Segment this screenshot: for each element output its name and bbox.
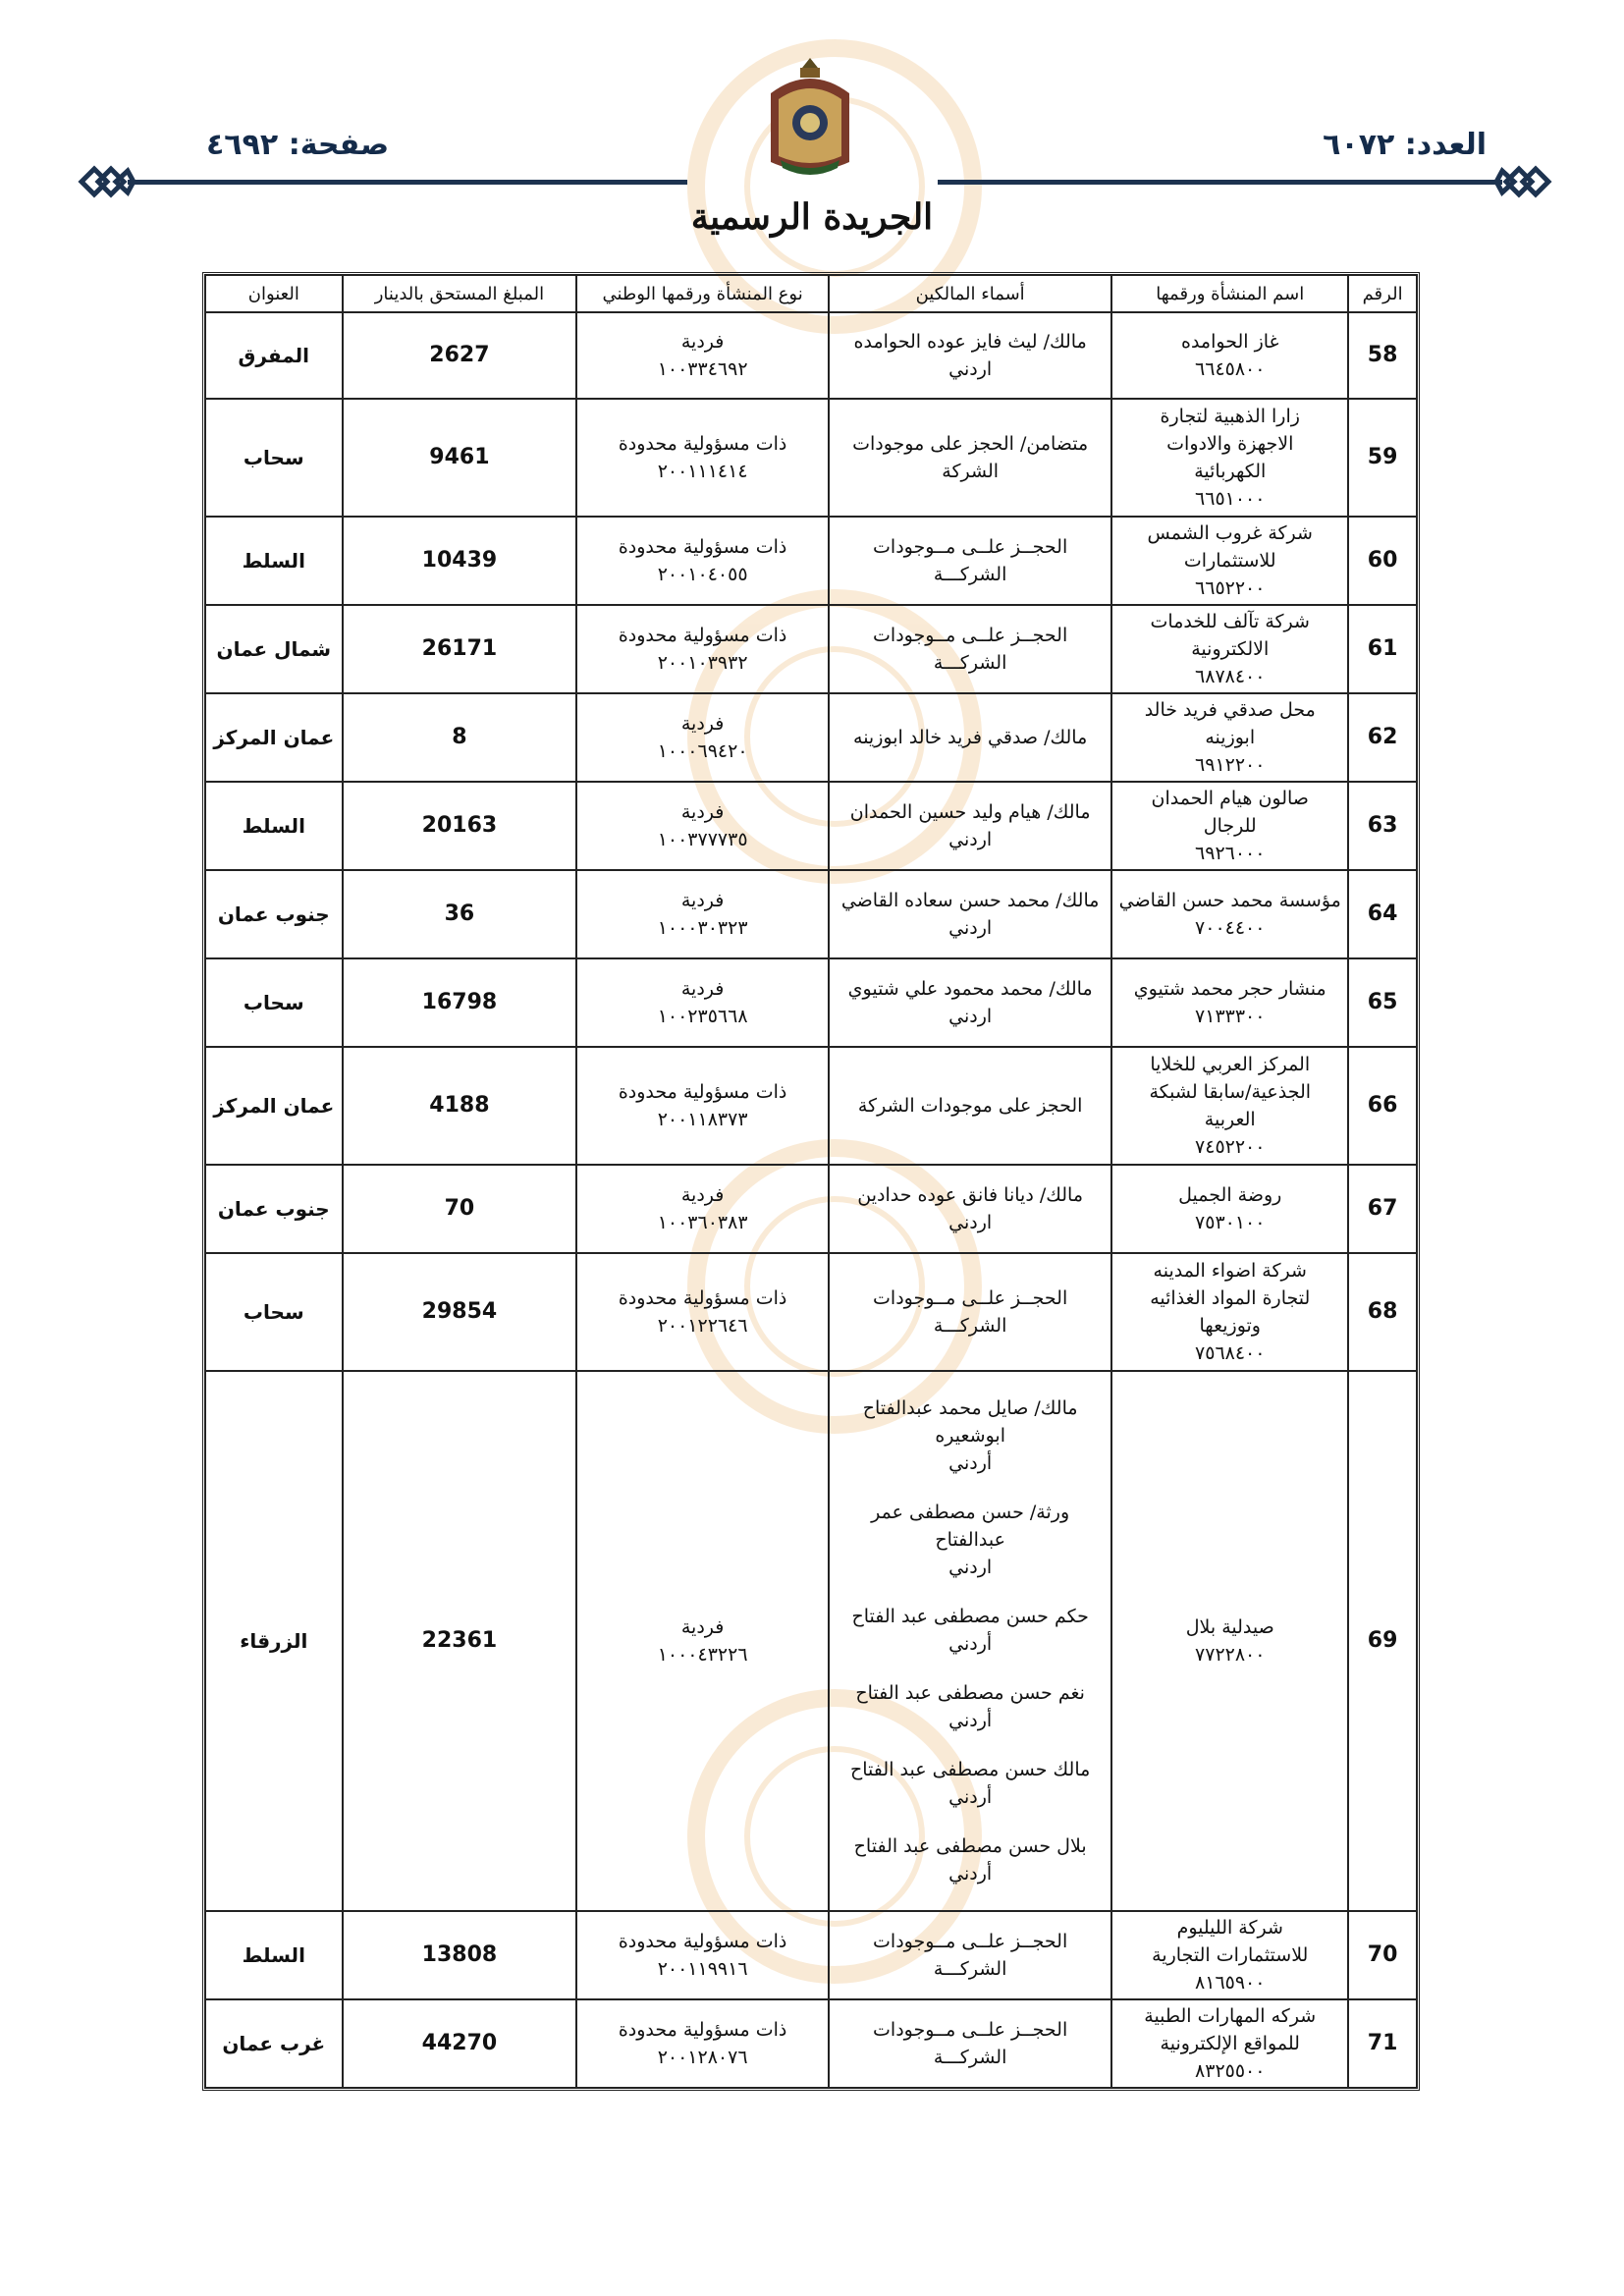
establishment-name: منشار حجر محمد شتيوي ٧١٣٣٣٠٠	[1111, 958, 1348, 1047]
address: عمان المركز	[205, 1047, 343, 1165]
row-number: 60	[1348, 517, 1417, 605]
header-rule-right	[938, 180, 1502, 185]
address: سحاب	[205, 1253, 343, 1371]
establishment-name: شركة تآلف للخدمات الالكترونية ٦٨٧٨٤٠٠	[1111, 605, 1348, 693]
establishment-name: زارا الذهبية لتجارة الاجهزة والادوات الكهربائية ٦٦٥١٠٠٠	[1111, 399, 1348, 517]
owner-entry: ورثة/ حسن مصطفى عمر عبدالفتاح اردني	[871, 1502, 1070, 1578]
address: المفرق	[205, 312, 343, 399]
owner-names: الحجــز علــى مــوجودات الشركـــة	[829, 1253, 1111, 1371]
table-row	[205, 1165, 1417, 1253]
establishment-name: شركة الليليوم للاستثمارات التجارية ٨١٦٥٩٠٠	[1111, 1911, 1348, 1999]
address: الزرقاء	[205, 1371, 343, 1911]
gazette-title: الجريدة الرسمية	[690, 196, 934, 238]
owner-names: الحجــز علــى مــوجودات الشركـــة	[829, 1911, 1111, 1999]
table-row	[205, 693, 1417, 782]
owner-names: الحجــز علــى مــوجودات الشركـــة	[829, 1999, 1111, 2088]
establishment-type: ذات مسؤولية محدودة ٢٠٠١٢٢٦٤٦	[576, 1253, 829, 1371]
establishment-name: المركز العربي للخلايا الجذعية/سابقا لشبكة العربية ٧٤٥٢٢٠٠	[1111, 1047, 1348, 1165]
establishment-type: ذات مسؤولية محدودة ٢٠٠١١٨٣٧٣	[576, 1047, 829, 1165]
column-header-amount: المبلغ المستحق بالدينار	[343, 275, 577, 312]
establishment-name: صيدلية بلال ٧٧٢٢٨٠٠	[1111, 1371, 1348, 1911]
header-rule-left	[128, 180, 687, 185]
row-number: 66	[1348, 1047, 1417, 1165]
establishment-type: ذات مسؤولية محدودة ٢٠٠١٢٨٠٧٦	[576, 1999, 829, 2088]
address: السلط	[205, 517, 343, 605]
establishment-name: مؤسسة محمد حسن القاضي ٧٠٠٤٤٠٠	[1111, 870, 1348, 958]
row-number: 68	[1348, 1253, 1417, 1371]
table-row	[205, 1999, 1417, 2088]
amount-due: 22361	[343, 1371, 577, 1911]
row-number: 67	[1348, 1165, 1417, 1253]
owner-entry: حكم حسن مصطفى عبد الفتاح أردني	[851, 1606, 1089, 1655]
amount-due: 29854	[343, 1253, 577, 1371]
row-number: 64	[1348, 870, 1417, 958]
establishment-type: فردية ١٠٠٣٣٤٦٩٢	[576, 312, 829, 399]
row-number: 69	[1348, 1371, 1417, 1911]
column-header-number: الرقم	[1348, 275, 1417, 312]
owner-entry: مالك حسن مصطفى عبد الفتاح أردني	[850, 1759, 1091, 1808]
owner-entry: مالك/ صايل محمد عبدالفتاح ابوشعيره أردني	[862, 1397, 1078, 1474]
amount-due: 26171	[343, 605, 577, 693]
establishment-name: صالون هيام الحمدان للرجال ٦٩٢٦٠٠٠	[1111, 782, 1348, 870]
owner-names	[829, 1371, 1111, 1911]
amount-due: 16798	[343, 958, 577, 1047]
amount-due: 9461	[343, 399, 577, 517]
row-number: 70	[1348, 1911, 1417, 1999]
dues-table	[202, 272, 1420, 2091]
establishment-type: فردية ١٠٠٠٦٩٤٢٠	[576, 693, 829, 782]
establishment-name: غاز الحوامده ٦٦٤٥٨٠٠	[1111, 312, 1348, 399]
table-row	[205, 517, 1417, 605]
page-number: صفحة: ٤٦٩٢	[206, 128, 390, 162]
establishment-type: فردية ١٠٠٣٦٠٣٨٣	[576, 1165, 829, 1253]
row-number: 62	[1348, 693, 1417, 782]
address: عمان المركز	[205, 693, 343, 782]
table-header-row	[205, 275, 1417, 312]
address: جنوب عمان	[205, 1165, 343, 1253]
row-number: 59	[1348, 399, 1417, 517]
establishment-name: شركة اضواء المدينه لتجارة المواد الغذائيه وتوزيعها ٧٥٦٨٤٠٠	[1111, 1253, 1348, 1371]
owner-entry: بلال حسن مصطفى عبد الفتاح أردني	[853, 1835, 1087, 1885]
address: سحاب	[205, 958, 343, 1047]
amount-due: 2627	[343, 312, 577, 399]
address: سحاب	[205, 399, 343, 517]
row-number: 71	[1348, 1999, 1417, 2088]
establishment-type: فردية ١٠٠٠٣٠٣٢٣	[576, 870, 829, 958]
owner-entry: نغم حسن مصطفى عبد الفتاح أردني	[855, 1682, 1085, 1731]
establishment-type: ذات مسؤولية محدودة ٢٠٠١١٩٩١٦	[576, 1911, 829, 1999]
amount-due: 8	[343, 693, 577, 782]
establishment-type: ذات مسؤولية محدودة ٢٠٠١٠٤٠٥٥	[576, 517, 829, 605]
amount-due: 10439	[343, 517, 577, 605]
amount-due: 70	[343, 1165, 577, 1253]
establishment-type: فردية ١٠٠٢٣٥٦٦٨	[576, 958, 829, 1047]
table-row	[205, 870, 1417, 958]
row-number: 61	[1348, 605, 1417, 693]
amount-due: 20163	[343, 782, 577, 870]
column-header-establishment: اسم المنشأة ورقمها	[1111, 275, 1348, 312]
establishment-name: شركة غروب الشمس للاستثمارات ٦٦٥٢٢٠٠	[1111, 517, 1348, 605]
row-number: 58	[1348, 312, 1417, 399]
amount-due: 13808	[343, 1911, 577, 1999]
table-row	[205, 605, 1417, 693]
amount-due: 36	[343, 870, 577, 958]
address: السلط	[205, 782, 343, 870]
address: شمال عمان	[205, 605, 343, 693]
column-header-type: نوع المنشأة ورقمها الوطني	[576, 275, 829, 312]
table-row	[205, 1253, 1417, 1371]
owner-names: الحجز على موجودات الشركة	[829, 1047, 1111, 1165]
issue-number: العدد: ٦٠٧٢	[1323, 128, 1487, 162]
establishment-type: فردية ١٠٠٠٤٣٢٢٦	[576, 1371, 829, 1911]
owner-names: متضامن/ الحجز على موجودات الشركة	[829, 399, 1111, 517]
establishment-name: روضة الجميل ٧٥٣٠١٠٠	[1111, 1165, 1348, 1253]
establishment-name: محل صدقي فريد خالد ابوزينه ٦٩١٢٢٠٠	[1111, 693, 1348, 782]
table-row	[205, 1047, 1417, 1165]
row-number: 65	[1348, 958, 1417, 1047]
table-row	[205, 1371, 1417, 1911]
amount-due: 4188	[343, 1047, 577, 1165]
owner-names: مالك/ ليث فايز عوده الحوامده اردني	[829, 312, 1111, 399]
row-number: 63	[1348, 782, 1417, 870]
owner-names: مالك/ محمد محمود علي شتيوي اردني	[829, 958, 1111, 1047]
table-row	[205, 958, 1417, 1047]
owner-names: مالك/ ديانا فانق عوده حدادين اردني	[829, 1165, 1111, 1253]
establishment-type: ذات مسؤولية محدودة ٢٠٠١١١٤١٤	[576, 399, 829, 517]
amount-due: 44270	[343, 1999, 577, 2088]
establishment-name: شركه المهارات الطبية للمواقع الإلكترونية ٨٣٢٥٥٠٠	[1111, 1999, 1348, 2088]
table-row	[205, 312, 1417, 399]
column-header-owners: أسماء المالكين	[829, 275, 1111, 312]
owner-names: مالك/ هيام وليد حسين الحمدان اردني	[829, 782, 1111, 870]
table-row	[205, 1911, 1417, 1999]
gazette-header	[0, 118, 1624, 187]
column-header-address: العنوان	[205, 275, 343, 312]
establishment-type: فردية ١٠٠٣٧٧٧٣٥	[576, 782, 829, 870]
table-row	[205, 399, 1417, 517]
owner-names: مالك/ صدقي فريد خالد ابوزينه	[829, 693, 1111, 782]
owner-names: الحجــز علــى مــوجودات الشركـــة	[829, 605, 1111, 693]
owner-names: مالك/ محمد حسن سعاده القاضي اردني	[829, 870, 1111, 958]
address: غرب عمان	[205, 1999, 343, 2088]
table-row	[205, 782, 1417, 870]
establishment-type: ذات مسؤولية محدودة ٢٠٠١٠٣٩٣٢	[576, 605, 829, 693]
address: جنوب عمان	[205, 870, 343, 958]
address: السلط	[205, 1911, 343, 1999]
owner-names: الحجــز علــى مــوجودات الشركـــة	[829, 517, 1111, 605]
